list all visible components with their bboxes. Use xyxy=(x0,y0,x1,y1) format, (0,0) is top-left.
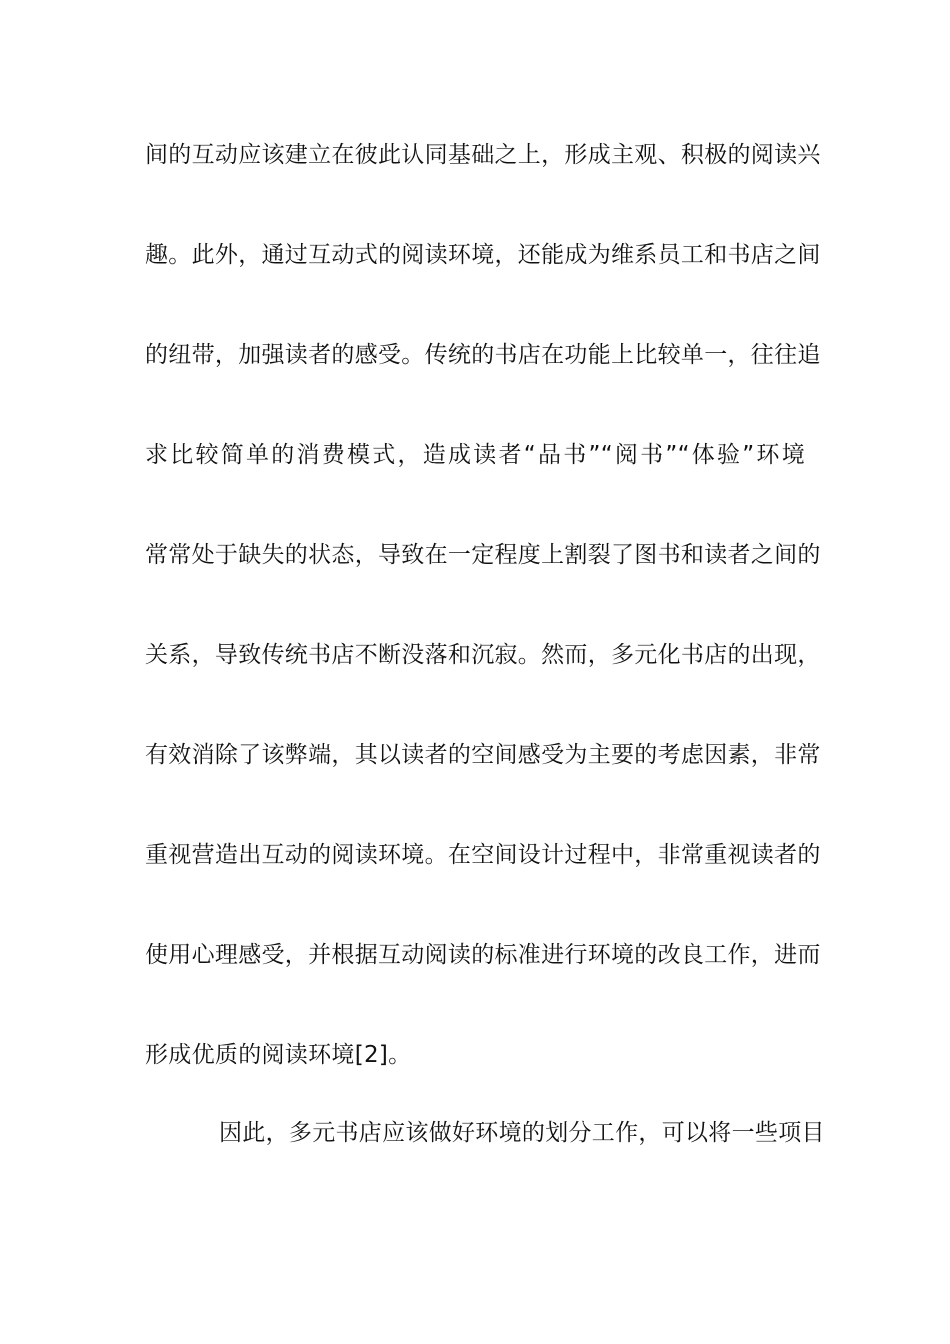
text-line: 有效消除了该弊端，其以读者的空间感受为主要的考虑因素，非常 xyxy=(145,742,821,768)
text-line: 使用心理感受，并根据互动阅读的标准进行环境的改良工作，进而 xyxy=(145,942,821,968)
text-line: 常常处于缺失的状态，导致在一定程度上割裂了图书和读者之间的 xyxy=(145,542,821,568)
text-line: 间的互动应该建立在彼此认同基础之上，形成主观、积极的阅读兴 xyxy=(145,142,821,168)
paragraph-start-line: 因此，多元书店应该做好环境的划分工作，可以将一些项目 xyxy=(219,1120,825,1146)
text-line: 重视营造出互动的阅读环境。在空间设计过程中，非常重视读者的 xyxy=(145,842,821,868)
text-line: 关系，导致传统书店不断没落和沉寂。然而，多元化书店的出现， xyxy=(145,642,821,668)
text-line: 的纽带，加强读者的感受。传统的书店在功能上比较单一，往往追 xyxy=(145,342,821,368)
text-line: 求比较简单的消费模式，造成读者“品书”“阅书”“体验”环境 xyxy=(145,442,805,468)
paragraph-end-line: 形成优质的阅读环境[2]。 xyxy=(145,1042,412,1068)
text-line: 趣。此外，通过互动式的阅读环境，还能成为维系员工和书店之间 xyxy=(145,242,821,268)
